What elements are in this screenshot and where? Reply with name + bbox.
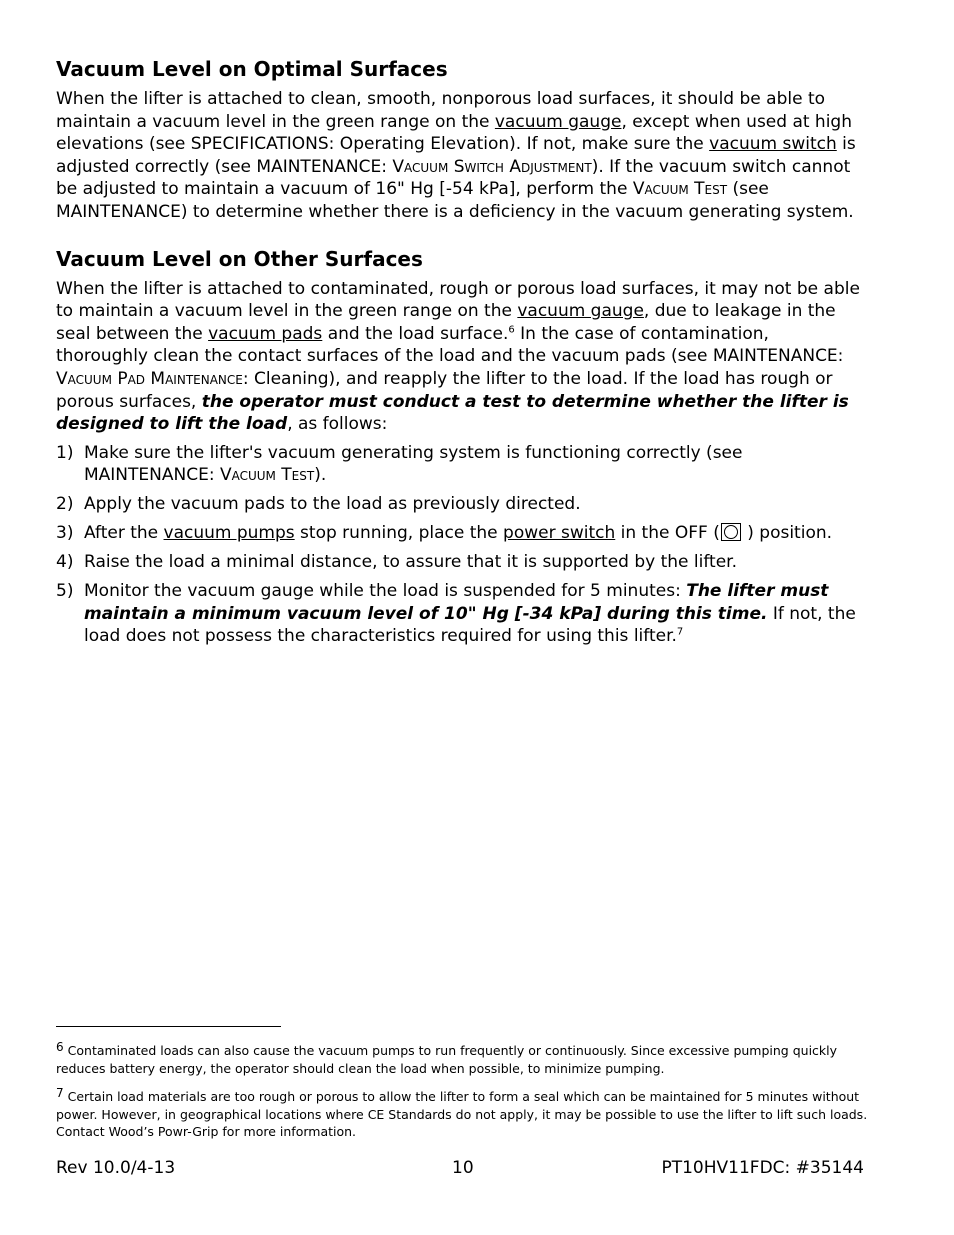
footnote-text: Contaminated loads can also cause the vacuum pumps to run frequently or continuously. Since excessive pumping quickly reduces battery energy, the operator should clean the load when possible, to minimize pumping.: [56, 1043, 838, 1076]
text: ) position.: [741, 523, 833, 544]
section-heading-optimal: Vacuum Level on Optimal Surfaces: [56, 57, 448, 81]
footnote-number: 6: [56, 1040, 64, 1054]
text: If not, the load does not possess the characteristics required for using this lifter.: [84, 603, 856, 647]
text: Make sure the lifter's vacuum generating system is functioning correctly (see MAINTENANCE:: [84, 442, 743, 486]
text: ). If the vacuum switch cannot be adjusted to maintain a vacuum of 16" Hg [-54 kPa], perform the: [56, 156, 851, 200]
text: in the OFF (: [615, 523, 720, 544]
footnote-divider: [56, 1026, 281, 1027]
text: and the load surface.: [322, 323, 509, 344]
footnote-7: [56, 1088, 868, 1141]
footnote-ref-6[interactable]: 6: [508, 324, 515, 336]
footnote-text: Certain load materials are too rough or porous to allow the lifter to form a seal which can be maintained for 5 minutes without power. However, in geographical locations where CE Standards do not apply, it may be possible to use the lifter to lift such loads. Contact Wood’s Powr-Grip for more information.: [56, 1089, 868, 1139]
list-item: [56, 580, 866, 648]
footnote-number: 7: [56, 1086, 64, 1100]
vacuum-switch-adjustment-ref: Vacuum Switch Adjustment: [392, 156, 592, 177]
text: , except when used at high elevations (see SPECIFICATIONS: Operating Elevation). If not, make sure the: [56, 111, 852, 155]
page-number: 10: [452, 1158, 474, 1178]
list-item: [56, 493, 866, 516]
step-number: 4): [56, 552, 74, 573]
text: is adjusted correctly (see MAINTENANCE:: [56, 134, 856, 177]
vacuum-test-ref: Vacuum Test: [219, 465, 315, 486]
text: , due to leakage in the seal between the: [56, 301, 836, 344]
text: ).: [314, 465, 327, 486]
footnote-ref-7[interactable]: 7: [676, 626, 684, 638]
text: , as follows:: [287, 414, 388, 435]
list-item: [56, 522, 866, 545]
power-switch-link[interactable]: power switch: [503, 523, 616, 544]
operator-test-warning: the operator must conduct a test to determine whether the lifter is designed to lift the load: [56, 391, 849, 435]
section-heading-other: Vacuum Level on Other Surfaces: [56, 246, 423, 271]
text: When the lifter is attached to clean, smooth, nonporous load surfaces, it should be able to maintain a vacuum level in the green range on the: [56, 89, 826, 132]
page-body: [56, 56, 866, 654]
step-number: 3): [56, 523, 74, 544]
step-number: 5): [56, 581, 74, 602]
power-off-icon: [721, 523, 741, 541]
paragraph-optimal: [56, 88, 866, 224]
text: stop running, place the: [294, 523, 504, 544]
text: (see MAINTENANCE) to determine whether there is a deficiency in the vacuum generating system.: [56, 179, 854, 222]
vacuum-pumps-link[interactable]: vacuum pumps: [163, 523, 295, 544]
footnote-6: [56, 1042, 868, 1077]
text: Apply the vacuum pads to the load as previously directed.: [84, 494, 581, 515]
text: After the: [84, 523, 164, 544]
vacuum-gauge-link[interactable]: vacuum gauge: [494, 111, 622, 132]
vacuum-gauge-link[interactable]: vacuum gauge: [517, 301, 644, 322]
text: Monitor the vacuum gauge while the load is suspended for 5 minutes:: [84, 581, 687, 602]
revision-label: Rev 10.0/4-13: [56, 1158, 176, 1178]
paragraph-other: [56, 278, 866, 436]
vacuum-pads-link[interactable]: vacuum pads: [208, 323, 323, 344]
document-id: PT10HV11FDC: #35144: [661, 1158, 864, 1178]
vacuum-switch-link[interactable]: vacuum switch: [709, 134, 837, 155]
text: In the case of contamination, thoroughly clean the contact surfaces of the load and the vacuum pads (see MAINTENANCE:: [56, 323, 844, 367]
vacuum-pad-maintenance-ref: Vacuum Pad Maintenance: [56, 368, 243, 389]
text: When the lifter is attached to contaminated, rough or porous load surfaces, it may not be able to maintain a vacuum level in the green range on the: [56, 278, 860, 322]
text: : Cleaning), and reapply the lifter to the load. If the load has rough or porous surfaces,: [56, 368, 833, 412]
step-number: 1): [56, 442, 74, 463]
list-item: [56, 442, 866, 487]
step-number: 2): [56, 494, 74, 515]
minimum-vacuum-warning: The lifter must maintain a minimum vacuum level of 10" Hg [-34 kPa] during this time.: [84, 581, 829, 624]
vacuum-test-ref: Vacuum Test: [632, 179, 728, 200]
test-steps-list: [56, 442, 866, 648]
text: Raise the load a minimal distance, to assure that it is supported by the lifter.: [84, 552, 738, 573]
list-item: [56, 551, 866, 574]
